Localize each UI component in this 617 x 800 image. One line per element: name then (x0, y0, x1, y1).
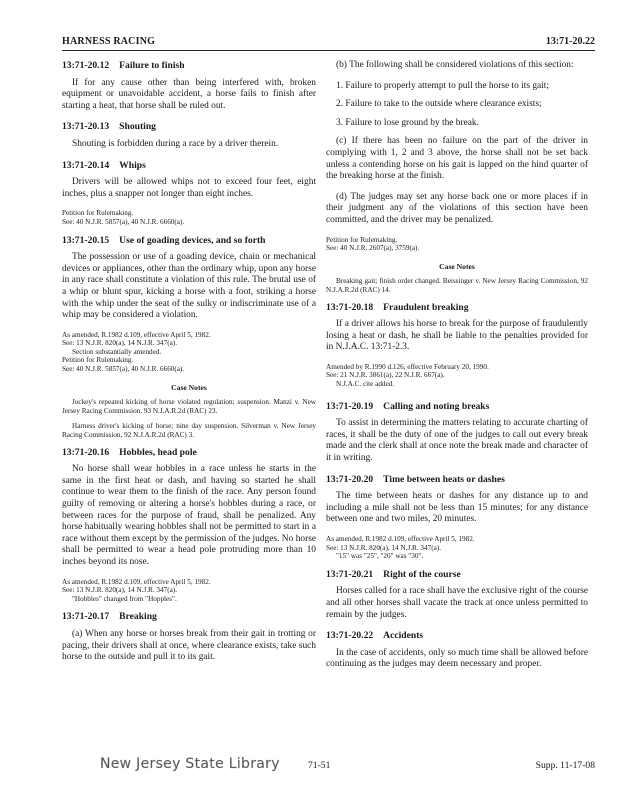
history-line: "Hobbles" changed from "Hopples". (72, 594, 177, 603)
case-note: Harness driver's kicking of horse; nine day suspension. Silverman v. New Jersey Racing Commission, 92 N.J.A.R.2d (RAC) 3. (62, 422, 316, 440)
section-body: The possession or use of a goading device, chain or mechanical devices or appliances, other than the ordinary whip, upon any horse in any race shall constitute a violation of this rule. The brutal use of a whip or blunt spur, kicking a horse with a foot, striking a horse with the whip under the seat of the sulky or indiscriminate use of a whip may be considered a violation. (62, 252, 316, 321)
history-line: As amended, R.1982 d.109, effective April 5, 1982. (326, 535, 475, 543)
section-body: The time between heats or dashes for any distance up to and including a mile shall not be less than 15 minutes; for any distance between one and two miles, 20 minutes. (326, 491, 588, 525)
history-line: N.J.A.C. cite added. (336, 380, 395, 389)
section-title: Shouting (119, 121, 156, 133)
section-heading (326, 302, 588, 314)
history-line: See: 40 N.J.R. 5857(a), 40 N.J.R. 6660(a). (62, 217, 185, 226)
section-number: 13:71-20.20 (326, 473, 374, 485)
list-item: 2. Failure to take to the outside where clearance exists; (336, 99, 542, 110)
section-number: 13:71-20.12 (62, 60, 110, 71)
section-title: Fraudulent breaking (383, 301, 469, 313)
list-item: 3. Failure to lose ground by the break. (336, 117, 479, 128)
section-heading (62, 60, 316, 72)
section-title: Time between heats or dashes (383, 473, 505, 485)
page-footer (92, 758, 595, 774)
section-body: If for any cause other than being interfered with, broken equipment or unavoidable accident, a horse fails to finish after starting a heat, that horse shall be ruled out. (62, 77, 316, 111)
section-title: Whips (119, 159, 146, 171)
section-heading (326, 630, 588, 642)
subsection-b: (b) The following shall be considered violations of this section: (336, 60, 574, 70)
history-note (326, 363, 588, 389)
history-line: Petition for Rulemaking. (326, 235, 398, 244)
history-line: See: 13 N.J.R. 820(a), 14 N.J.R. 347(a). (62, 586, 177, 595)
section-heading (62, 447, 316, 459)
history-line: See: 21 N.J.R. 3861(a), 22 N.J.R. 667(a). (326, 371, 445, 380)
supplement-date: Supp. 11-17-08 (535, 760, 595, 771)
history-note (326, 535, 588, 561)
case-notes-title: Case Notes (171, 382, 207, 392)
section-body: Shouting is forbidden during a race by a driver therein. (72, 138, 279, 149)
history-line: See: 40 N.J.R. 2607(a), 3759(a). (326, 244, 420, 253)
section-title: Hobbles, head pole (119, 446, 197, 458)
section-body: Horses called for a race shall have the exclusive right of the course and all other horses shall vacate the track at once unless permitted to remain by the judges. (326, 586, 588, 620)
left-column (62, 60, 316, 673)
history-line: See: 13 N.J.R. 820(a), 14 N.J.R. 347(a). (62, 339, 177, 348)
section-heading (62, 235, 316, 247)
header-rule (62, 50, 595, 51)
section-body: Drivers will be allowed whips not to exceed four feet, eight inches, plus a snapper not longer than eight inches. (62, 177, 316, 199)
section-body: If a driver allows his horse to break for the purpose of fraudulently losing a heat or dash, he shall be liable to the penalties provided for in N.J.A.C. 13:71-2.3. (326, 319, 588, 353)
history-line: Section substantially amended. (72, 347, 162, 356)
list-item: 1. Failure to properly attempt to pull the horse to its gait; (336, 80, 549, 91)
history-note (62, 578, 316, 604)
section-number: 13:71-20.14 (62, 159, 110, 171)
section-title: Calling and noting breaks (383, 400, 490, 412)
subsection-c: (c) If there has been no failure on the part of the driver in complying with 1, 2 and 3 above, the horse shall not be set back unless a contending horse on his gait is lapped on the hind quarter of the breaking horse at the finish. (326, 136, 588, 182)
section-body: To assist in determining the matters relating to accurate charting of races, it shall be the duty of one of the judges to call out every break made and the clerk shall at once note the break made and character of it in writing. (326, 418, 588, 464)
section-heading (62, 121, 316, 133)
section-heading (326, 569, 588, 581)
section-title: Breaking (119, 611, 157, 623)
chapter-title: HARNESS RACING (62, 36, 156, 47)
section-number: 13:71-20.16 (62, 446, 110, 458)
history-note (62, 209, 316, 226)
section-number: 13:71-20.15 (62, 234, 110, 246)
section-number: 13:71-20.22 (326, 630, 374, 642)
section-heading (326, 401, 588, 413)
library-watermark: New Jersey State Library (100, 756, 280, 772)
section-number: 13:71-20.18 (326, 301, 374, 313)
history-line: Petition for Rulemaking. (62, 356, 134, 365)
case-notes-title: Case Notes (439, 261, 475, 271)
section-reference: 13:71-20.22 (545, 36, 595, 47)
section-number: 13:71-20.21 (326, 568, 374, 580)
history-note (326, 236, 588, 253)
section-heading (62, 611, 316, 623)
right-column (326, 60, 588, 680)
case-note: Jockey's repeated kicking of horse violated regulation; suspension. Manzi v. New Jersey Racing Commission, 93 N.J.A.R.2d (RAC) 23. (62, 398, 316, 415)
history-note (62, 331, 316, 374)
section-body: (a) When any horse or horses break from their gait in trotting or pacing, their drivers shall at once, where clearance exists, take such horse to the outside and pull it to its gait. (62, 628, 316, 663)
section-body: In the case of accidents, only so much time shall be allowed before continuing as the judges may deem necessary and proper. (326, 647, 588, 670)
section-heading (62, 160, 316, 172)
subsection-d: (d) The judges may set any horse back one or more places if in their judgment any of the violations of this section have been committed, and the driver may be penalized. (326, 191, 588, 225)
history-line: Petition for Rulemaking. (62, 209, 134, 218)
page-number: 71-51 (308, 760, 331, 771)
section-number: 13:71-20.13 (62, 121, 110, 133)
section-title: Right of the course (383, 568, 461, 580)
section-number: 13:71-20.17 (62, 611, 110, 623)
history-line: "15" was "25", "20" was "30". (336, 552, 424, 561)
history-line: See: 40 N.J.R. 5857(a), 40 N.J.R. 6660(a). (62, 365, 185, 374)
running-header (62, 36, 595, 50)
history-line: As amended, R.1982 d.109, effective April 5, 1982. (62, 330, 211, 339)
case-note: Breaking gait; finish order changed. Beissinger v. New Jersey Racing Commission, 92 N.J.A.R.2d (RAC) 14. (326, 277, 588, 294)
section-heading (326, 474, 588, 486)
section-title: Use of goading devices, and so forth (119, 234, 266, 246)
section-title: Failure to finish (119, 60, 185, 71)
section-body: No horse shall wear hobbles in a race unless he starts in the same in the first heat or dash, and having so started he shall continue to wear them to the finish of the race. Any person found guilty of removing or altering a horse's hobbles during a race, or between races for the purpose of fraud, shall be penalized. Any horse habitually wearing hobbles shall not be permitted to start in a race without them except by the permission of the judges. No horse shall be permitted to wear a head pole protruding more than 10 inches beyond its nose. (62, 464, 316, 567)
history-line: As amended, R.1982 d.109, effective April 5, 1982. (62, 577, 211, 586)
section-title: Accidents (383, 630, 424, 642)
section-number: 13:71-20.19 (326, 400, 374, 412)
history-line: See: 13 N.J.R. 820(a), 14 N.J.R. 347(a). (326, 543, 441, 552)
history-line: Amended by R.1990 d.126, effective February 20, 1990. (326, 362, 489, 371)
